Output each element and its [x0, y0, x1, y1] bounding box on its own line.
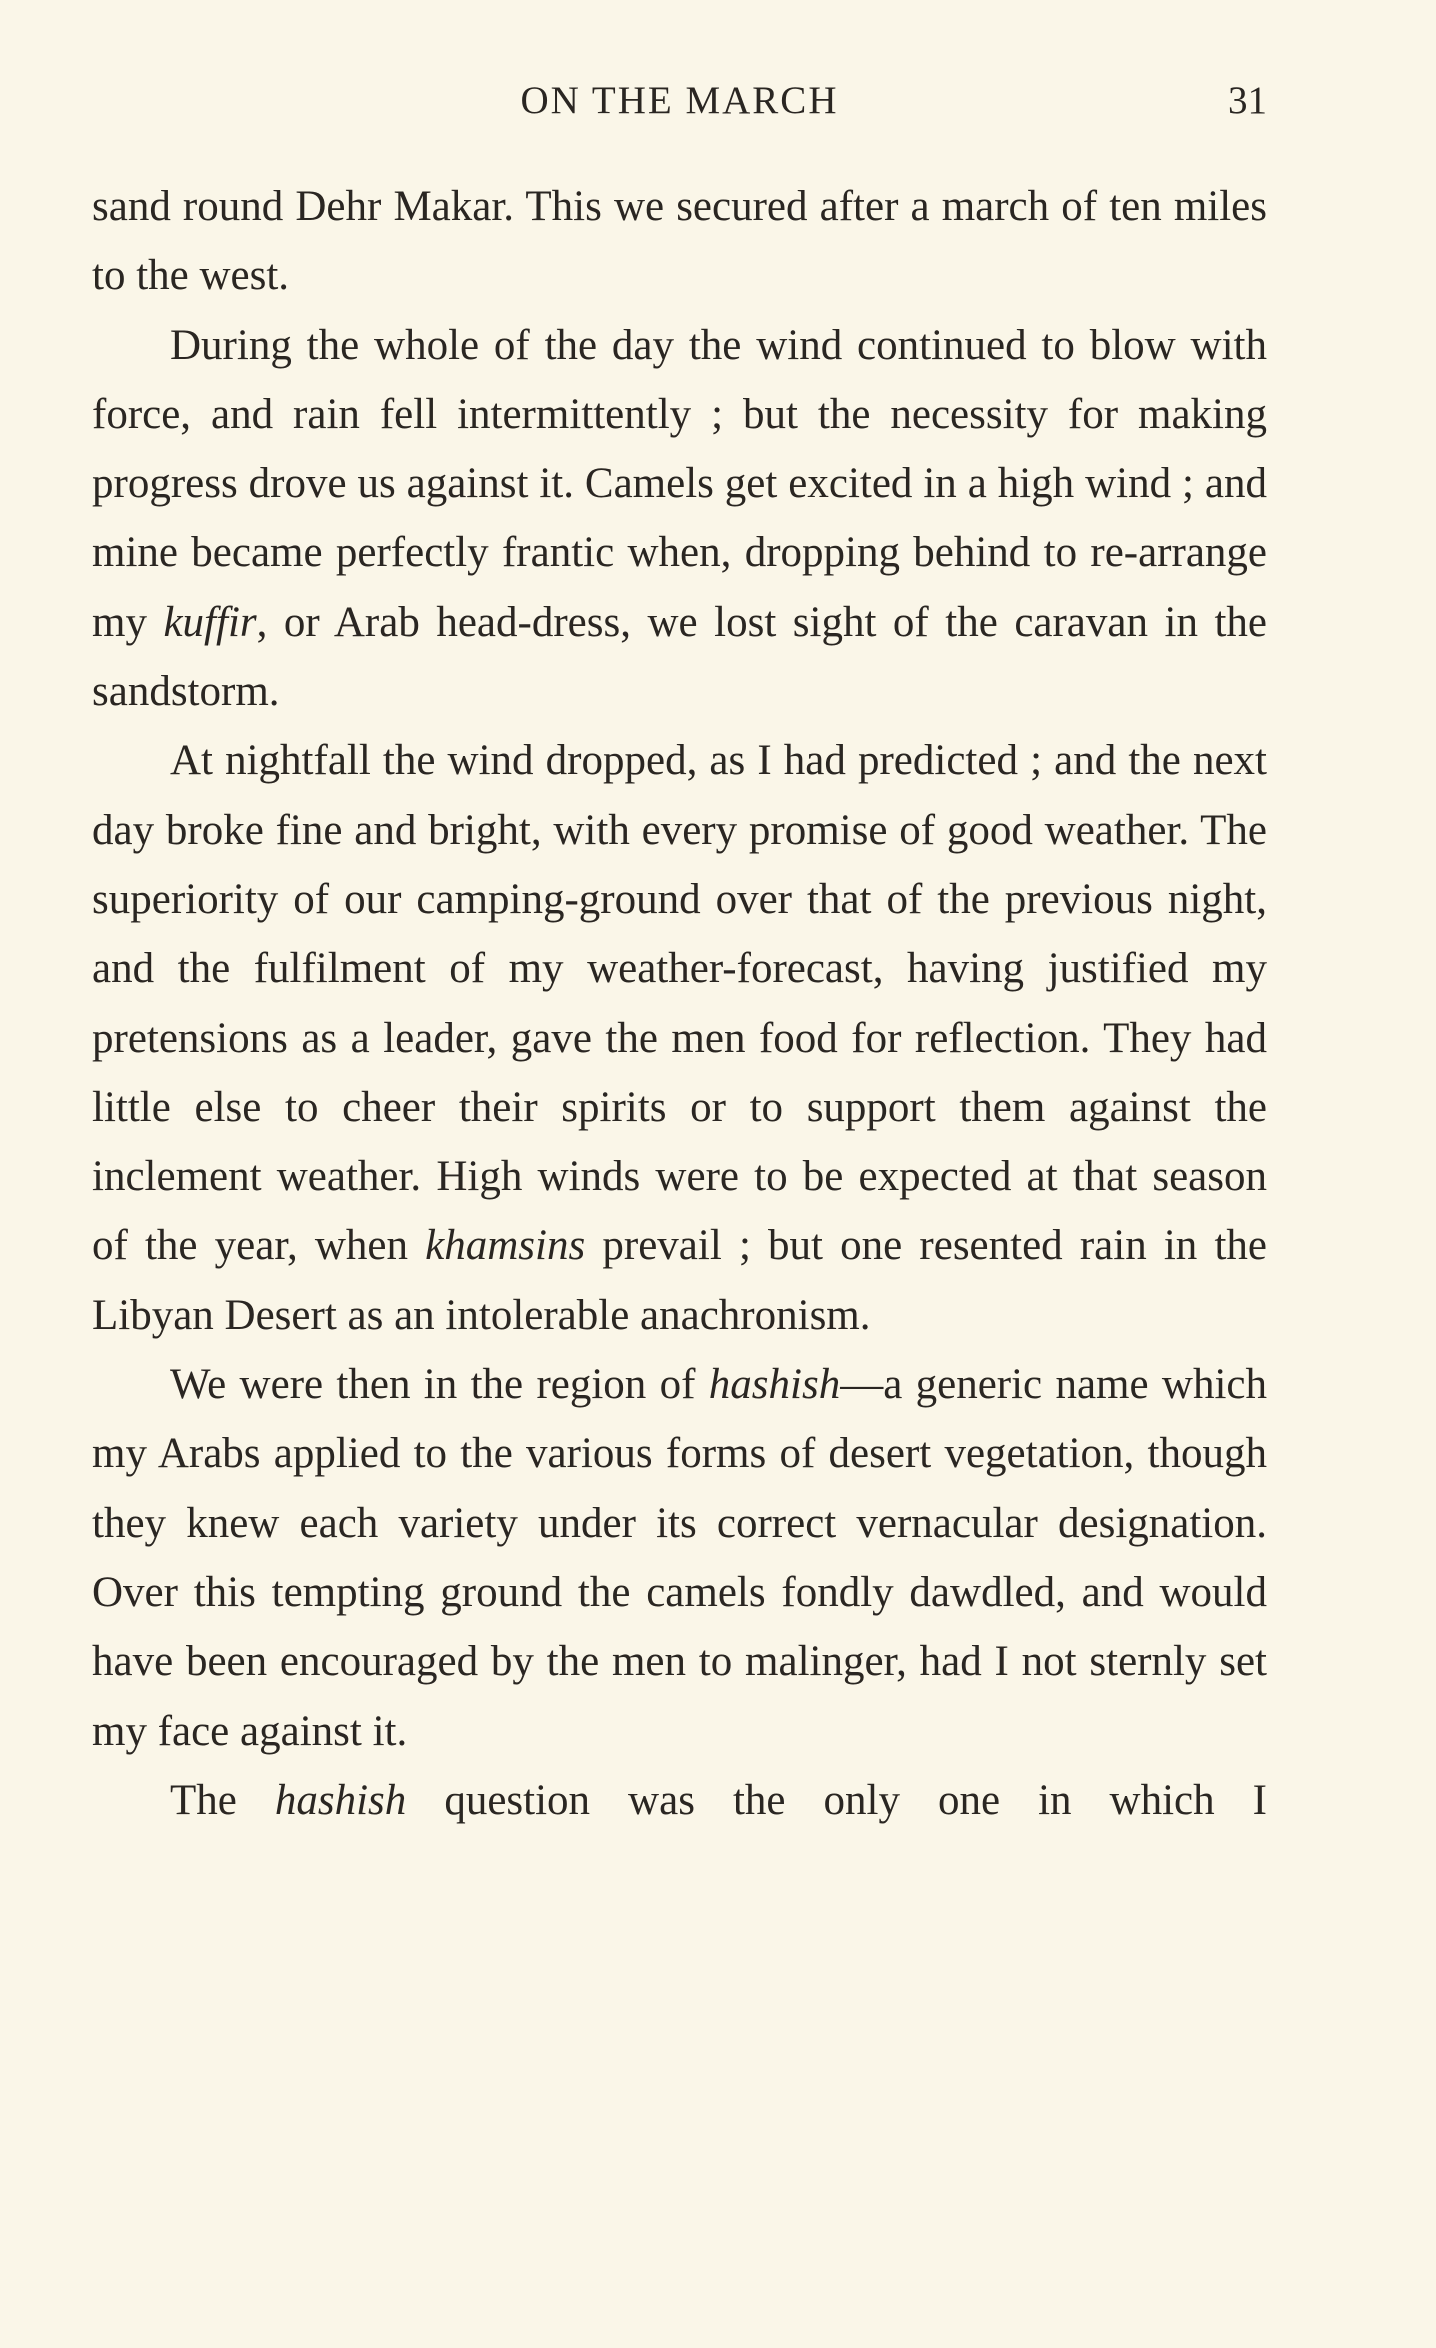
italic-term: hashish [274, 1776, 407, 1824]
paragraph [92, 311, 1267, 727]
paragraph [92, 726, 1267, 1350]
paragraph-continued [92, 172, 1267, 311]
text-run: During the whole of the day the wind continued to blow with force, and rain fell intermittently ; but the necessity for making progress drove us against it. Camels get excited in a high wind ; and mine became perfectly frantic when, dropping behind to re-arrange my [92, 321, 1267, 646]
text-run: , or Arab head-dress, we lost sight of the caravan in the sandstorm. [92, 598, 1267, 716]
text-run: At nightfall the wind dropped, as I had predicted ; and the next day broke fine and bright, with every promise of good weather. The superiority of our camping-ground over that of the previous night, and the fulfilment of my weather-forecast, having justified my pretensions as a leader, gave the men food for reflection. They had little else to cheer their spirits or to support them against the inclement weather. High winds were to be expected at that season of the year, when [92, 737, 1267, 1270]
text-run: prevail ; but one resented rain in the Libyan Desert as an intolerable anachronism. [92, 1222, 1267, 1339]
text-run: sand round Dehr Makar. This we secured after a march of ten miles to the west. [92, 183, 1267, 300]
text-run: question was the only one in which I [406, 1776, 1267, 1824]
paragraph-continues [92, 1766, 1267, 1835]
text-run: —a generic name which my Arabs applied to the various forms of desert vegetation, though they knew each variety under its correct vernacular designation. Over this tempting ground the camels fondly dawdled, and would have been encouraged by the men to malinger, had I not sternly set my face against it. [92, 1361, 1268, 1755]
italic-term: khamsins [425, 1222, 586, 1270]
running-head [92, 78, 1267, 128]
body-text [92, 172, 1267, 1835]
italic-term: kuffir [163, 598, 257, 646]
text-run: We were then in the region of [170, 1361, 709, 1409]
running-title: ON THE MARCH [520, 79, 839, 122]
paragraph [92, 1350, 1267, 1766]
italic-term: hashish [708, 1361, 841, 1409]
text-run: The [170, 1776, 275, 1824]
page-number: 31 [1228, 79, 1267, 122]
